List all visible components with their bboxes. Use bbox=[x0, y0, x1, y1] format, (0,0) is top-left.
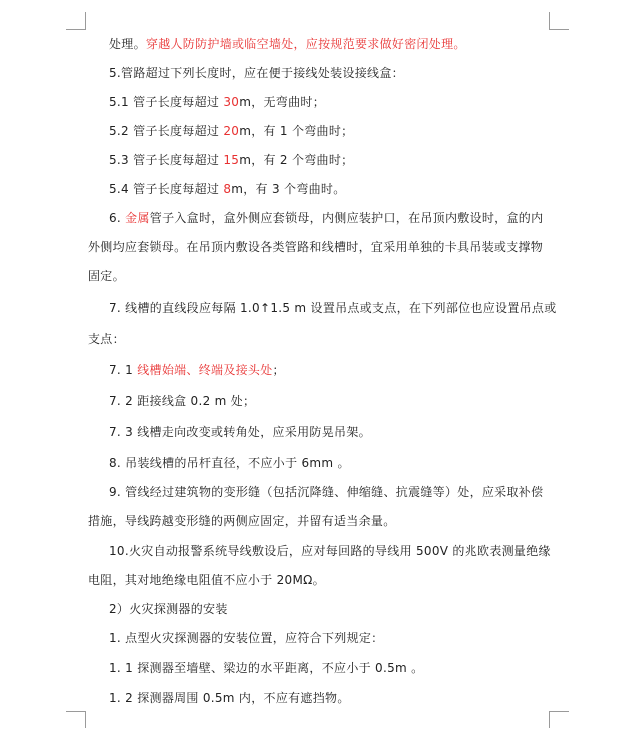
text-line bbox=[88, 269, 125, 283]
text-line bbox=[109, 211, 543, 225]
text-run: 管子入盒时，盒外侧应套锁母，内侧应装护口，在吊顶内敷设时，盒的内 bbox=[149, 211, 544, 225]
text-line bbox=[88, 573, 325, 587]
text-run: 7. 1 bbox=[109, 363, 138, 377]
text-run: 6. bbox=[109, 211, 126, 225]
text-run: 8. 吊装线槽的吊杆直径，不应小于 6mm 。 bbox=[109, 456, 350, 470]
text-run: 2）火灾探测器的安装 bbox=[109, 602, 228, 616]
highlighted-text-run: 30 bbox=[223, 95, 240, 109]
crop-mark-top-right-v bbox=[549, 12, 550, 29]
text-run: m，有 2 个弯曲时； bbox=[239, 153, 354, 167]
text-line bbox=[109, 153, 353, 167]
highlighted-text-run: 线槽始端、终端及接头处 bbox=[137, 363, 273, 377]
text-line bbox=[109, 363, 285, 377]
text-run: 1. 2 探测器周围 0.5m 内，不应有遮挡物。 bbox=[109, 691, 350, 705]
text-run: 10.火灾自动报警系统导线敷设后，应对每回路的导线用 500V 的兆欧表测量绝缘 bbox=[109, 544, 551, 558]
text-line bbox=[109, 485, 543, 499]
text-run: 处理。 bbox=[109, 37, 146, 51]
text-line bbox=[109, 661, 423, 675]
text-line bbox=[109, 66, 404, 80]
text-run: m，无弯曲时； bbox=[239, 95, 325, 109]
text-line bbox=[109, 394, 255, 408]
text-run: 7. 线槽的直线段应每隔 1.0↑1.5 m 设置吊点或支点，在下列部位也应设置吊点或 bbox=[109, 301, 557, 315]
text-line bbox=[88, 332, 125, 346]
text-line bbox=[109, 124, 353, 138]
crop-mark-bottom-left-v bbox=[85, 711, 86, 728]
crop-mark-top-left-h bbox=[66, 29, 86, 30]
highlighted-text-run: 金属 bbox=[125, 211, 150, 225]
text-run: m，有 3 个弯曲时。 bbox=[231, 182, 346, 196]
text-run: 7. 2 距接线盒 0.2 m 处； bbox=[109, 394, 256, 408]
text-line bbox=[109, 456, 350, 470]
text-line bbox=[109, 182, 346, 196]
text-run: 1. 1 探测器至墙壁、梁边的水平距离，不应小于 0.5m 。 bbox=[109, 661, 424, 675]
text-run: 支点： bbox=[88, 332, 125, 346]
text-line bbox=[109, 301, 557, 315]
text-run: 5.4 管子长度每超过 bbox=[109, 182, 224, 196]
highlighted-text-run: 20 bbox=[223, 124, 240, 138]
text-line bbox=[109, 544, 551, 558]
highlighted-text-run: 8 bbox=[223, 182, 232, 196]
text-run: 5.1 管子长度每超过 bbox=[109, 95, 224, 109]
crop-mark-bottom-left-h bbox=[66, 711, 86, 712]
text-run: 1. 点型火灾探测器的安装位置，应符合下列规定： bbox=[109, 631, 384, 645]
text-line bbox=[109, 691, 350, 705]
text-line bbox=[109, 631, 383, 645]
text-line bbox=[109, 425, 371, 439]
text-run: 7. 3 线槽走向改变或转角处，应采用防晃吊架。 bbox=[109, 425, 371, 439]
text-line bbox=[109, 602, 228, 616]
crop-mark-top-left-v bbox=[85, 12, 86, 29]
text-run: ； bbox=[272, 363, 285, 377]
text-line bbox=[88, 514, 396, 528]
text-line bbox=[88, 240, 543, 254]
text-run: m，有 1 个弯曲时； bbox=[239, 124, 354, 138]
text-run: 5.3 管子长度每超过 bbox=[109, 153, 224, 167]
highlighted-text-run: 穿越人防防护墙或临空墙处，应按规范要求做好密闭处理。 bbox=[145, 37, 466, 51]
text-run: 固定。 bbox=[88, 269, 125, 283]
crop-mark-top-right-h bbox=[549, 29, 569, 30]
crop-mark-bottom-right-v bbox=[549, 711, 550, 728]
crop-mark-bottom-right-h bbox=[549, 711, 569, 712]
text-run: 措施，导线跨越变形缝的两侧应固定，并留有适当余量。 bbox=[88, 514, 396, 528]
text-run: 外侧均应套锁母。在吊顶内敷设各类管路和线槽时，宜采用单独的卡具吊装或支撑物 bbox=[88, 240, 544, 254]
text-line bbox=[109, 37, 466, 51]
text-run: 5.管路超过下列长度时，应在便于接线处装设接线盒： bbox=[109, 66, 404, 80]
text-run: 5.2 管子长度每超过 bbox=[109, 124, 224, 138]
highlighted-text-run: 15 bbox=[223, 153, 240, 167]
text-line bbox=[109, 95, 325, 109]
text-run: 电阻，其对地绝缘电阻值不应小于 20MΩ。 bbox=[88, 573, 325, 587]
text-run: 9. 管线经过建筑物的变形缝（包括沉降缝、伸缩缝、抗震缝等）处，应采取补偿 bbox=[109, 485, 544, 499]
